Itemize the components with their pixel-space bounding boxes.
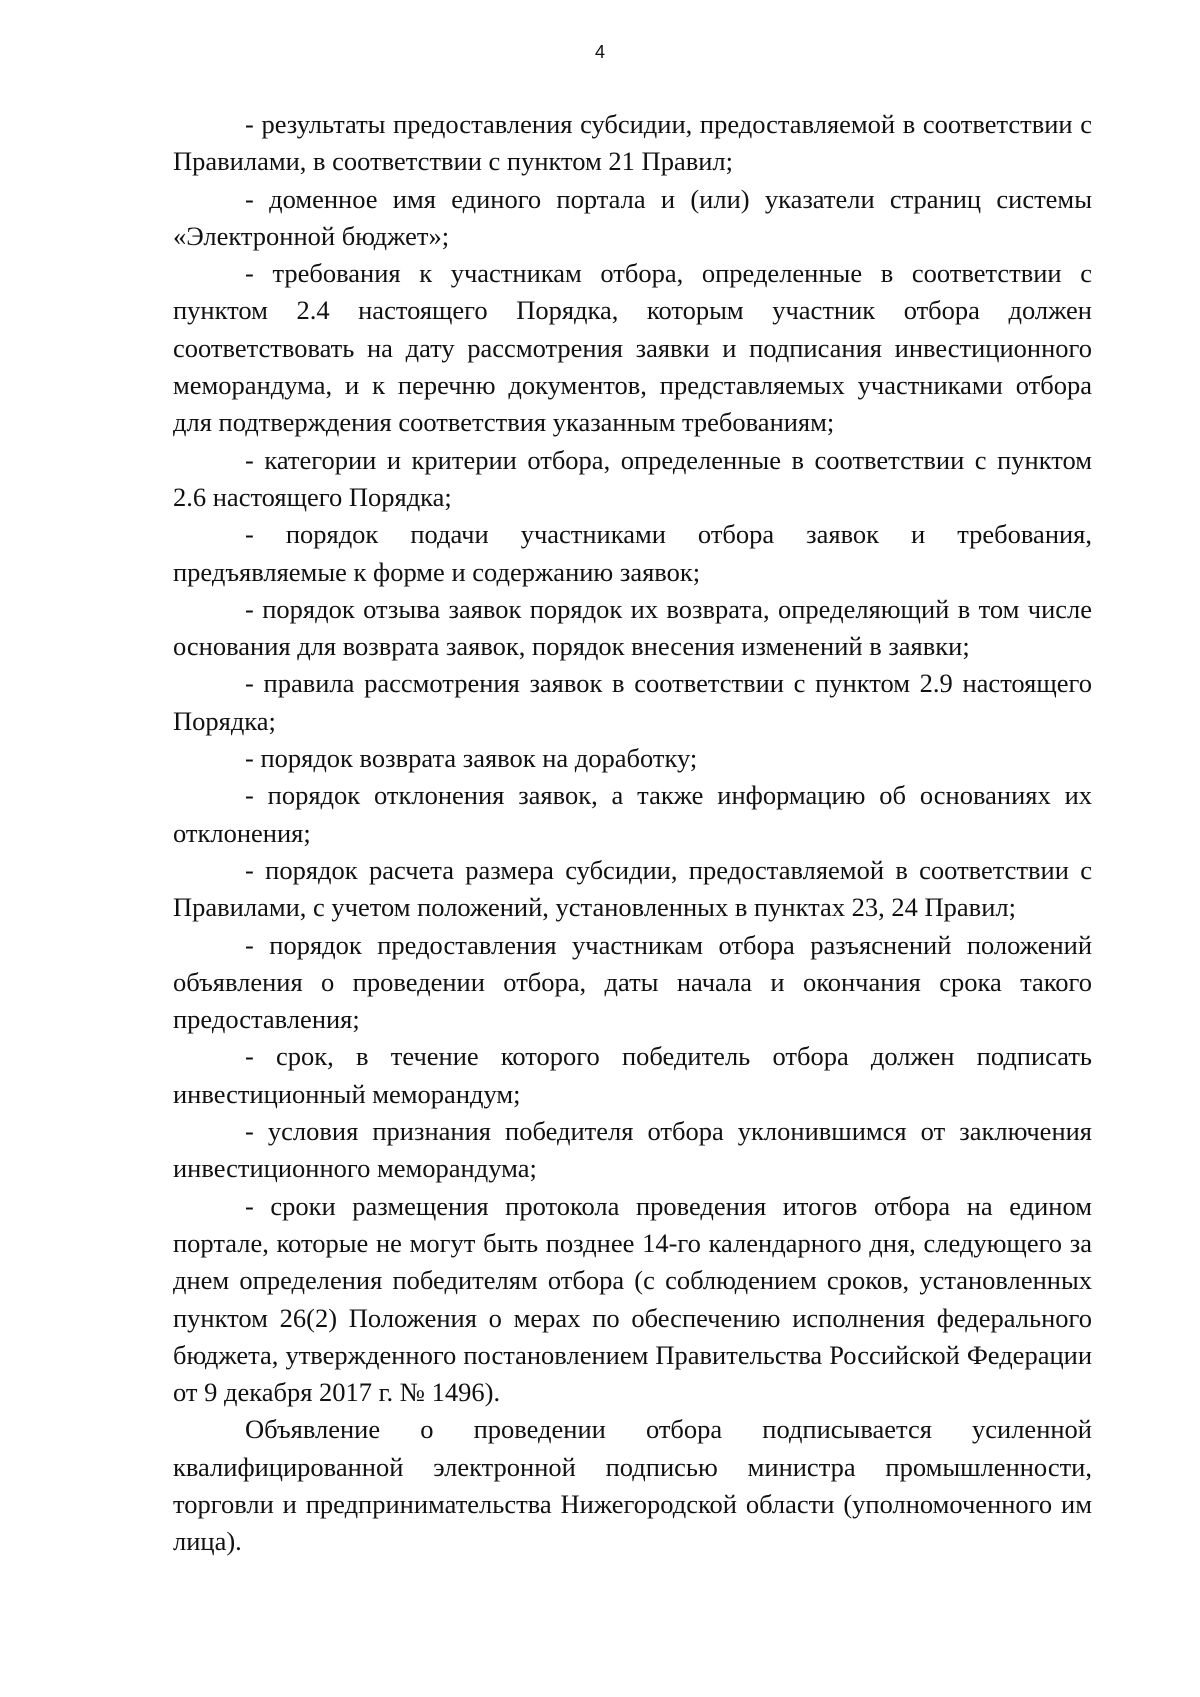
paragraph-subsidy-results: - результаты предоставления субсидии, предоставляемой в соответствии с Правилами, в соответствии с пунктом 21 Правил; — [173, 109, 1092, 177]
paragraph-domain-name: - доменное имя единого портала и (или) указатели страниц системы «Электронной бюджет»; — [173, 183, 1092, 251]
paragraph-application-withdrawal: - порядок отзыва заявок порядок их возврата, определяющий в том числе основания для возврата заявок, порядок внесения изменений в заявки; — [173, 593, 1092, 662]
paragraph-rejection-procedure: - порядок отклонения заявок, а также информацию об основаниях их отклонения; — [173, 780, 1092, 848]
paragraph-subsidy-calculation: - порядок расчета размера субсидии, предоставляемой в соответствии с Правилами, с учетом положений, установленных в пунктах 23, 24 Правил; — [173, 854, 1092, 923]
paragraph-return-for-revision: - порядок возврата заявок на доработку; — [245, 743, 698, 774]
paragraph-protocol-publication: - сроки размещения протокола проведения итогов отбора на едином портале, которые не могут быть позднее 14-го календарного дня, следующего за днем определения победителям отбора (с соблюдением сроков, установленных пунктом 26(2) Положения о мерах по обеспечению исполнения федерального бюджета, утвержденного постановлением Правительства Российской Федерации от 9 декабря 2017 г. № 1496). — [173, 1190, 1092, 1408]
paragraph-review-rules: - правила рассмотрения заявок в соответствии с пунктом 2.9 настоящего Порядка; — [173, 668, 1092, 736]
paragraph-clarifications: - порядок предоставления участникам отбора разъяснений положений объявления о проведении отбора, даты начала и окончания срока такого предоставления; — [173, 929, 1092, 1035]
paragraph-evasion-conditions: - условия признания победителя отбора уклонившимся от заключения инвестиционного меморандума; — [173, 1116, 1092, 1184]
paragraph-participant-requirements: - требования к участникам отбора, определенные в соответствии с пунктом 2.4 настоящего Порядка, которым участник отбора должен соответствовать на дату рассмотрения заявки и подписания инвестиционного меморандума, и к перечню документов, представляемых участниками отбора для подтверждения соответствия указанным требованиям; — [173, 258, 1092, 438]
paragraph-announcement-signature: Объявление о проведении отбора подписывается усиленной квалифицированной электронной подписью министра промышленности, торговли и предпринимательства Нижегородской области (уполномоченного им лица). — [173, 1414, 1092, 1557]
paragraph-selection-criteria: - категории и критерии отбора, определенные в соответствии с пунктом 2.6 настоящего Порядка; — [173, 444, 1092, 512]
body-text — [173, 106, 1092, 1561]
paragraph-application-submission: - порядок подачи участниками отбора заявок и требования, предъявляемые к форме и содержанию заявок; — [173, 519, 1092, 587]
paragraph-memorandum-deadline: - срок, в течение которого победитель отбора должен подписать инвестиционный меморандум; — [173, 1041, 1092, 1109]
page-number: 4 — [594, 42, 605, 62]
